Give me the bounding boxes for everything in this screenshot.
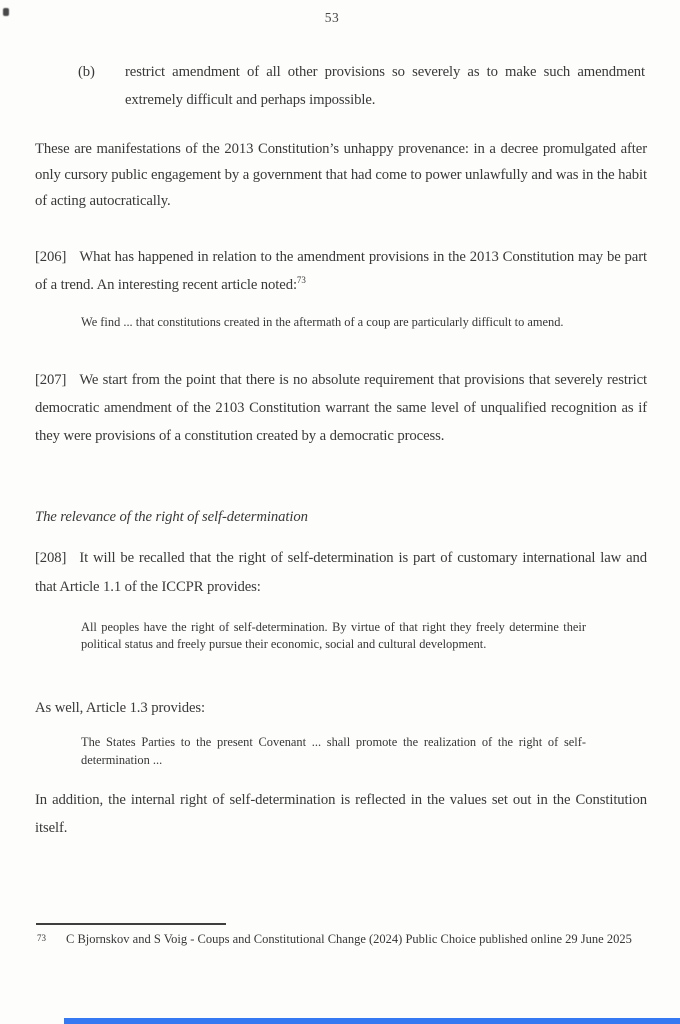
- paragraph-206-number: [206]: [35, 249, 67, 265]
- paragraph-207-text: We start from the point that there is no absolute requirement that provisions that severely restrict democratic amendment of the 2103 Constitution warrant the same level of unqualified recognition as if they were provisions of a constitution created by a democratic process.: [35, 372, 647, 444]
- paragraph-article-1-3-lead: As well, Article 1.3 provides:: [35, 700, 205, 716]
- bottom-progress-bar: [64, 1018, 680, 1024]
- paragraph-internal-right: In addition, the internal right of self-determination is reflected in the values set out in the Constitution itself.: [35, 792, 647, 836]
- paragraph-208-text: It will be recalled that the right of self-determination is part of customary international law and that Article 1.1 of the ICCPR provides:: [35, 550, 647, 595]
- section-heading-self-determination: The relevance of the right of self-determination: [35, 509, 308, 525]
- footnote-reference-73: 73: [296, 275, 306, 286]
- paragraph-207: [35, 366, 647, 450]
- blockquote-iccpr-article-1-1: All peoples have the right of self-determination. By virtue of that right they freely determine their political status and freely pursue their economic, social and cultural development.: [81, 620, 586, 651]
- paragraph-208: [35, 544, 647, 602]
- paragraph-provenance: These are manifestations of the 2013 Constitution’s unhappy provenance: in a decree promulgated after only cursory public engagement by a government that had come to power unlawfully and was in the habit of acting autocratically.: [35, 141, 647, 209]
- list-item-b-label: (b): [78, 64, 95, 80]
- page-number: 53: [324, 10, 340, 25]
- blockquote-iccpr-article-1-3: The States Parties to the present Covenant ... shall promote the realization of the right of self-determination ...: [81, 735, 586, 767]
- blockquote-coup-article: [81, 314, 586, 331]
- paragraph-207-number: [207]: [35, 372, 67, 388]
- footnote-marker: 73: [37, 933, 46, 943]
- paragraph-206: [35, 243, 647, 299]
- list-item-b-text: restrict amendment of all other provisions so severely as to make such amendment extremely difficult and perhaps impossible.: [125, 64, 645, 108]
- paragraph-208-number: [208]: [35, 550, 67, 566]
- paragraph-206-text: What has happened in relation to the amendment provisions in the 2013 Constitution may be part of a trend. An interesting recent article noted:: [35, 249, 647, 293]
- footnote-text: C Bjornskov and S Voig - Coups and Constitutional Change (2024) Public Choice published online 29 June 2025: [66, 932, 632, 946]
- blockquote-coup-article-text: We find ... that constitutions created in the aftermath of a coup are particularly difficult to amend.: [81, 315, 564, 329]
- list-item-b: [78, 58, 645, 114]
- footnote-separator-rule: [36, 923, 226, 925]
